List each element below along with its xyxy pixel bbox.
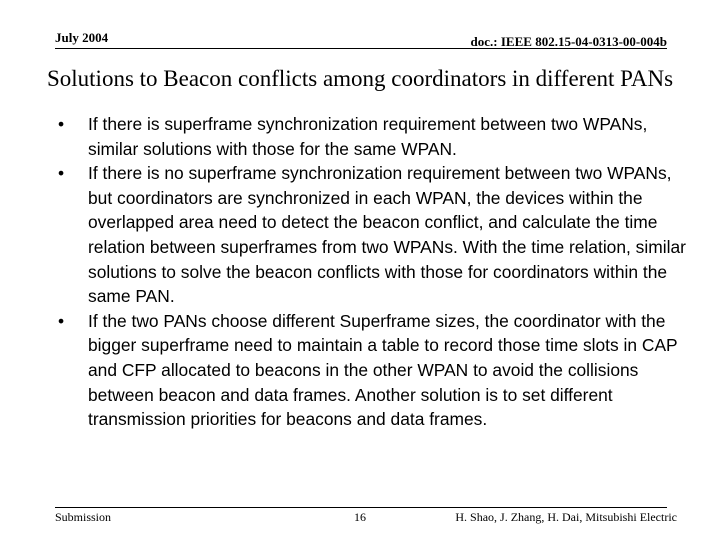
footer-page-number: 16 bbox=[354, 510, 366, 524]
bullet-text: If there is superframe synchronization requirement between two WPANs, similar solutions with those for the same WPAN. bbox=[88, 114, 648, 159]
bullet-item bbox=[58, 161, 688, 309]
bullet-text: If the two PANs choose different Superframe sizes, the coordinator with the bigger superframe need to maintain a table to record those time slots in CAP and CFP allocated to beacons in the other WPAN to avoid the collisions between beacon and data frames. Another solution is to set different transmission priorities for beacons and data frames. bbox=[88, 310, 678, 430]
footer-submission: Submission bbox=[55, 510, 112, 524]
header-date: July 2004 bbox=[55, 30, 109, 45]
bullet-dot-icon: • bbox=[58, 310, 65, 331]
bullet-list bbox=[58, 112, 688, 432]
bullet-dot-icon: • bbox=[58, 163, 65, 184]
bullet-item bbox=[58, 309, 688, 432]
footer-authors: H. Shao, J. Zhang, H. Dai, Mitsubishi Electric bbox=[455, 510, 677, 524]
slide-title: Solutions to Beacon conflicts among coordinators in different PANs bbox=[46, 66, 674, 91]
header-divider bbox=[55, 48, 667, 49]
bullet-text: If there is no superframe synchronization requirement between two WPANs, but coordinators are synchronized in each WPAN, the devices within the overlapped area need to detect the beacon conflict, and calculate the time relation between superframes from two WPANs. With the time relation, similar solutions to solve the beacon conflicts with those for coordinators within the same PAN. bbox=[88, 163, 686, 307]
footer-divider bbox=[55, 507, 667, 508]
bullet-item bbox=[58, 112, 688, 161]
bullet-dot-icon: • bbox=[58, 114, 65, 134]
header-doc-id: doc.: IEEE 802.15-04-0313-00-004b bbox=[470, 34, 667, 49]
